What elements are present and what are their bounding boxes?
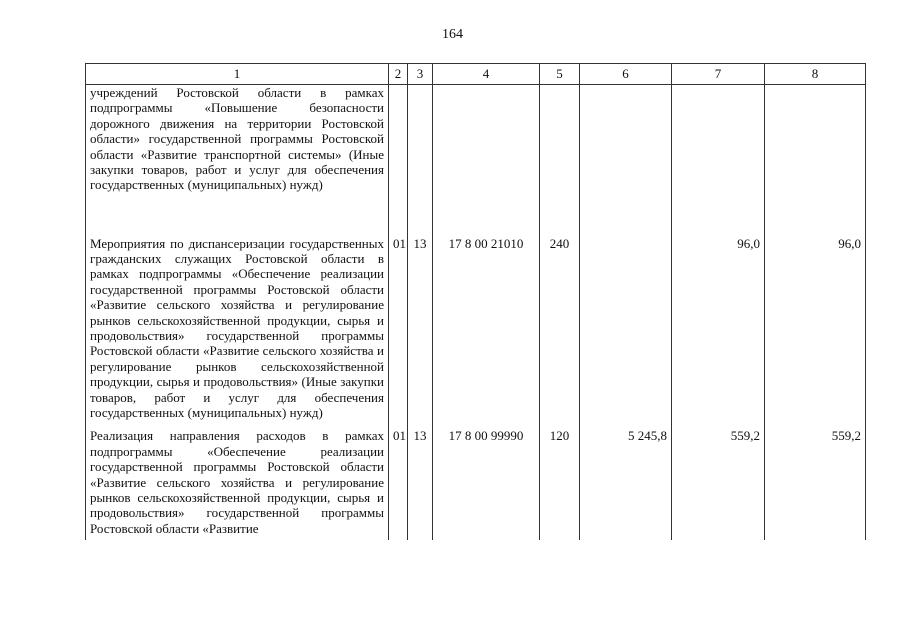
section-code: 01 — [389, 232, 408, 425]
column-header-8: 8 — [765, 64, 866, 85]
target-article-code: 17 8 00 99990 — [433, 424, 540, 540]
amount-col6: 5 245,8 — [580, 424, 672, 540]
row-description: Мероприятия по диспансеризации государственных гражданских служащих Ростовской области в рамках подпрограммы «Обеспечение реализации государственной программы Ростовской области «Развитие сельского хозяйства и регулирование рынков сельскохозяйственной продукции, сырья и продовольствия» государственной программы Ростовской области «Развитие сельского хозяйства и регулирование рынков сельскохозяйственной продукции, сырья и продовольствия» (Иные закупки товаров, работ и услуг для обеспечения государственных (муниципальных) нужд) — [86, 232, 389, 425]
amount-col7: 96,0 — [672, 232, 765, 425]
page-number: 164 — [442, 27, 463, 42]
table-row — [86, 424, 866, 540]
column-header-7: 7 — [672, 64, 765, 85]
expense-type-code — [540, 85, 580, 232]
amount-col8: 559,2 — [765, 424, 866, 540]
amount-col7 — [672, 85, 765, 232]
amount-col8: 96,0 — [765, 232, 866, 425]
section-code — [389, 85, 408, 232]
column-header-4: 4 — [433, 64, 540, 85]
amount-col6 — [580, 85, 672, 232]
row-description: учреждений Ростовской области в рамках подпрограммы «Повышение безопасности дорожного движения на территории Ростовской области» государственной программы Ростовской области «Развитие транспортной системы» (Иные закупки товаров, работ и услуг для обеспечения государственных (муниципальных) нужд) — [86, 85, 389, 232]
amount-col7: 559,2 — [672, 424, 765, 540]
column-header-5: 5 — [540, 64, 580, 85]
expense-type-code: 240 — [540, 232, 580, 425]
table-row — [86, 85, 866, 232]
header-row — [86, 64, 866, 85]
subsection-code: 13 — [408, 424, 433, 540]
subsection-code — [408, 85, 433, 232]
row-description: Реализация направления расходов в рамках подпрограммы «Обеспечение реализации государственной программы Ростовской области «Развитие сельского хозяйства и регулирование рынков сельскохозяйственной продукции, сырья и продовольствия» государственной программы Ростовской области «Развитие — [86, 424, 389, 540]
section-code: 01 — [389, 424, 408, 540]
amount-col6 — [580, 232, 672, 425]
column-header-6: 6 — [580, 64, 672, 85]
subsection-code: 13 — [408, 232, 433, 425]
target-article-code — [433, 85, 540, 232]
target-article-code: 17 8 00 21010 — [433, 232, 540, 425]
amount-col8 — [765, 85, 866, 232]
column-header-2: 2 — [389, 64, 408, 85]
expense-type-code: 120 — [540, 424, 580, 540]
column-header-3: 3 — [408, 64, 433, 85]
table-row — [86, 232, 866, 425]
column-header-1: 1 — [86, 64, 389, 85]
budget-table — [85, 63, 866, 540]
